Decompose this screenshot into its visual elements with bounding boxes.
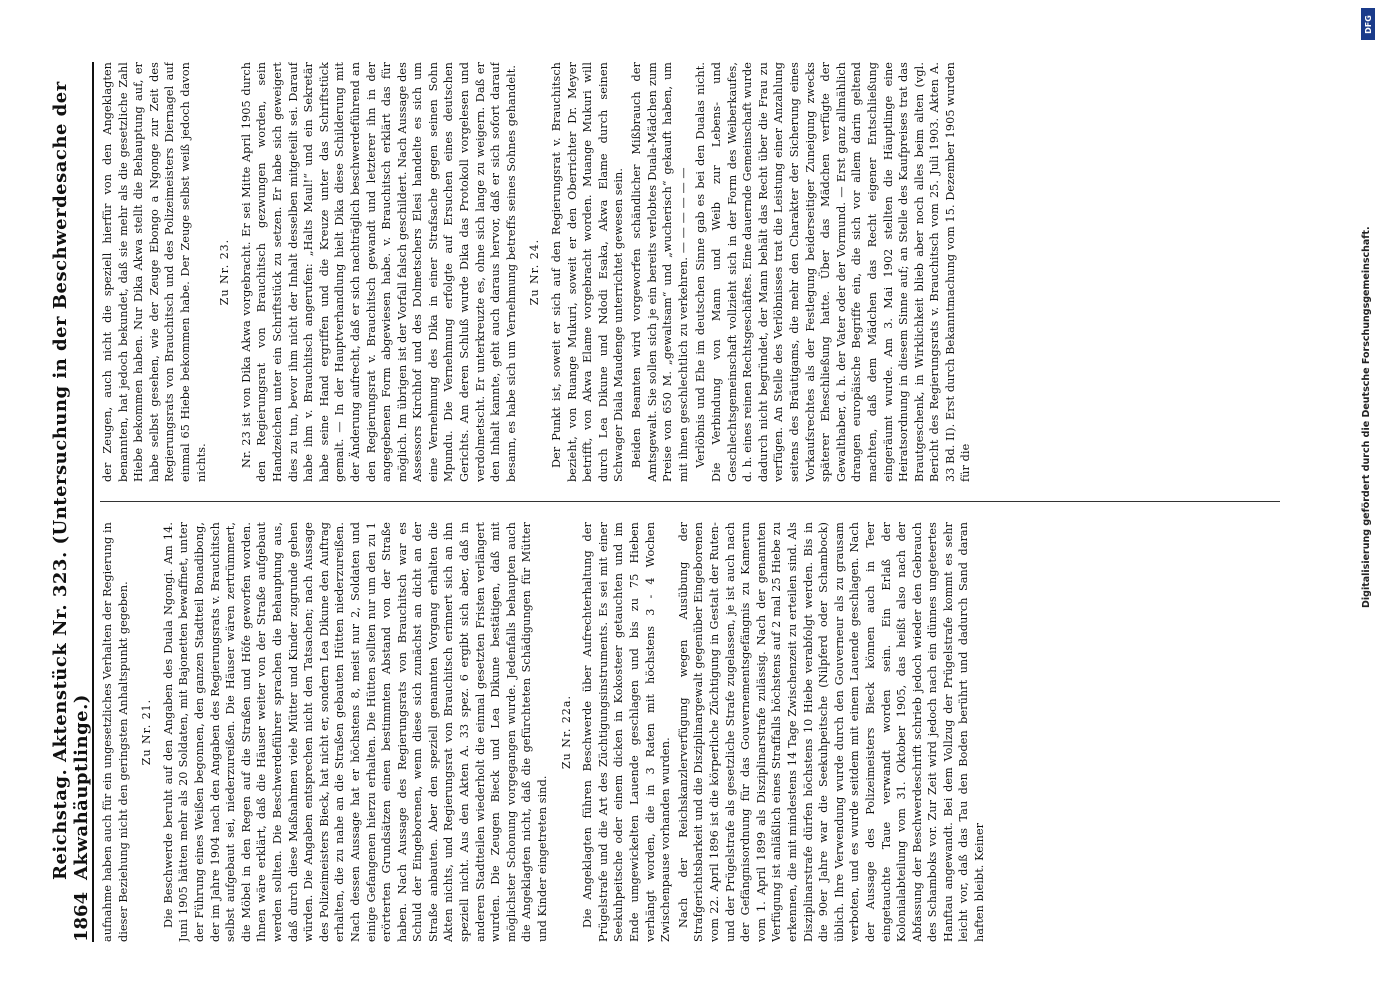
paragraph: Nr. 23 ist von Dika Akwa vorgebracht. Er sei Mitte April 1905 durch den Regierungsrat von Brauchitsch gezwungen worden, sein Handzeichen unter ein Schriftstück zu setzen. Er habe sich geweigert dies zu tun, bevor ihm nicht der Inhalt desselben mitgeteilt sei. Darauf habe ihm v. Brauchitsch angerufen: „Halts Maul!“ und ein Sekretär habe seine Hand ergriffen und die Kreuze unter das Schriftstück gemalt. — In der Hauptverhandlung hielt Dika diese Schilderung mit der Änderung aufrecht, daß er sich nachträglich beschwerdeführend an den Regierungsrat v. Brauchitsch gewandt und letzterer ihn in der angegebenen Form abgewiesen habe. v. Brauchitsch erklärt das für möglich. Im übrigen ist der Vorfall falsch geschildert. Nach Aussage des Assessors Kirchhof und des Dolmetschers Elesi handelte es sich um eine Vernehmung des Dika in einer Strafsache gegen seinen Sohn Mpundu. Die Vernehmung erfolgte auf Ersuchen eines deutschen Gerichts. Am deren Schluß wurde Dika das Protokoll vorgelesen und verdolmetscht. Er unterkreuzte es, ohne sich lange zu weigern. Daß er den Inhalt kannte, geht auch daraus hervor, daß er sich sofort darauf besann, es habe sich um Vernehmung betreffs seines Sohnes gehandelt.: [239, 62, 518, 482]
paragraph: der Zeugen, auch nicht die speziell hierfür von den Angeklagten benannten, hat jedoch bekundet, daß sie mehr als die gesetzliche Zahl Hiebe bekommen haben. Nur Dika Akwa stellt die Behauptung auf, er habe selbst gesehen, wie der Zeuge Ebongo a Ngonge zur Zeit des Regierungsrats von Brauchitsch und des Polizeimeisters Diernagel auf einmal 65 Hiebe bekommen habe. Der Zeuge selbst weiß jedoch davon nichts.: [101, 62, 208, 482]
funding-credit-text: Digitalisierung gefördert durch die Deutsche Forschungsgemeinschaft.: [1361, 226, 1372, 608]
column-divider: [100, 501, 1280, 502]
section-heading: Zu Nr. 21.: [140, 698, 154, 766]
section-heading: Zu Nr. 23.: [218, 238, 232, 306]
page-number: 1864: [71, 891, 92, 942]
dfg-logo-text: DFG: [1363, 14, 1373, 34]
paragraph: Beiden Beamten wird vorgeworfen schändlicher Mißbrauch der Amtsgewalt. Sie sollen sich je ein bereits verlobtes Duala-Mädchen zum Preise von 650 M. „gewaltsam“ und „wucherisch“ gekauft haben, um mit ihnen geschlechtlich zu verkehren. — — — — — —: [630, 62, 690, 482]
section-heading: Zu Nr. 22a.: [559, 695, 573, 769]
scanned-page: [50, 62, 1360, 962]
paragraph: Nach der Reichskanzlerverfügung wegen Ausübung der Strafgerichtsbarkeit und die Disziplinargewalt gegenüber Eingeborenen vom 22. April 1896 ist die körperliche Züchtigung in Gestalt der Ruten- und der Prügelstrafe als gesetzliche Strafe zugelassen, je ist auch nach der Gefängnisordnung für das Gouvernementsgefängnis zu Kamerun vom 1. April 1899 als Disziplinarstrafe zulässig. Nach der genannten Verfügung ist anläßlich eines Straffalls höchstens auf 2 mal 25 Hiebe zu erkennen, die mit mindestens 14 Tage Zwischenzeit zu erteilen sind. Als Disziplinarstrafe dürfen höchstens 10 Hiebe verabfolgt werden. Bis in die 90er Jahre war die Seekuhpeitsche (Nilpferd oder Schambock) üblich. Ihre Verwendung wurde durch den Gouverneur als zu grausam verboten, und es wurde seitdem mit einem Lauende geschlagen. Nach der Aussage des Polizeimeisters Bieck können auch in Teer eingetauchte Taue verwandt worden sein. Ein Erlaß der Kolonialabteilung vom 31. Oktober 1905, das heißt also nach der Abfassung der Beschwerdeschrift schrieb jedoch wieder den Gebrauch des Schamboks vor. Zur Zeit wird jedoch nach ein dünnes ungeteertes Hanftau angewandt. Bei dem Vollzug der Prügelstrafe kommt es sehr leicht vor, daß das Tau den Boden berührt und dadurch Sand daran haften bleibt. Keiner: [676, 522, 987, 942]
left-column: [100, 522, 1280, 942]
funding-credit: [1361, 48, 1375, 608]
page-header: [50, 62, 94, 942]
page-title: Reichstag. Aktenstück Nr. 323. (Untersuchung in der Beschwerdesache der Akwahäuptlinge.): [50, 81, 92, 880]
right-column: [100, 62, 1280, 482]
paragraph: aufnahme haben auch für ein ungesetzliches Verhalten der Regierung in dieser Beziehung nicht den geringsten Anhaltspunkt gegeben.: [101, 522, 130, 942]
paragraph: Die Angeklagten führen Beschwerde über Aufrechterhaltung der Prügelstrafe und die Art des Züchtigungsinstruments. Es sei mit einer Seekuhpeitsche oder einem dicken in Kokosteer getauchten und im Ende umgewickelten Lauende geschlagen und bis zu 75 Hieben verhängt worden, die in 3 Raten mit höchstens 3 - 4 Wochen Zwischenpause vorhanden wurden.: [581, 522, 673, 942]
text-columns: [100, 62, 1280, 942]
paragraph: Die Beschwerde beruht auf den Angaben des Duala Ngongi. Am 14. Juni 1905 hätten mehr als 20 Soldaten, mit Bajonetten bewaffnet, unter der Führung eines Weißen begonnen, den ganzen Stadtteil Bonadibong, der im Jahre 1904 nach den Angaben des Regierungsrats v. Brauchitsch selbst aufgebaut sei, niederzureißen. Die Häuser wären zertrümmert, die Möbel in den Regen auf die Straßen und Höfe geworfen worden. Ihnen wäre erklärt, daß die Häuser weiter von der Straße aufgebaut werden sollten. Die Beschwerdeführer sprachen die Behauptung aus, daß durch diese Maßnahmen viele Mütter und Kinder zugrunde gehen würden. Die Angaben entsprechen nicht den Tatsachen; nach Aussage des Polizeimeisters Bieck, hat nicht er, sondern Lea Dikune den Auftrag erhalten, die zu nahe an die Straßen gebauten Hütten niederzureißen. Nach dessen Aussage hat er höchstens 8, meist nur 2, Soldaten und einige Gefangenen hierzu erhalten. Die Hütten sollten nur um den zu 1 erörterten Grundsätzen einen bestimmten Abstand von der Straße haben. Nach Aussage des Regierungsrats von Brauchitsch war es Schuld der Eingeborenen, wenn diese sich zunächst an dicht an der Straße anbauten. Aber den speziell genannten Vorgang erhalten die Akten nichts, und Regierungsrat von Brauchitsch erinnert sich an ihn speziell nicht. Aus den Akten A. 33 spez. 6 ergibt sich aber, daß in anderen Stadtteilen wiederholt die einmal gesetzten Fristen verlängert wurden. Die Zeugen Bieck und Lea Dikune bestätigen, daß mit möglichster Schonung vorgegangen wurde. Jedenfalls behaupten auch die Angeklagten nicht, daß die gefürchteten Schädigungen für Mütter und Kinder eingetreten sind.: [161, 522, 550, 942]
dfg-logo: [1361, 8, 1375, 40]
section-heading: Zu Nr. 24.: [528, 238, 542, 306]
rotated-page-content: [50, 62, 1290, 942]
paragraph: Verlöbnis und Ehe im deutschen Sinne gab es bei den Dualas nicht. Die Verbindung von Mann und Weib zur Lebens- und Geschlechtsgemeinschaft vollzieht sich in der Form des Weiberkaufes, d. h. eines reinen Rechtsgeschäftes. Eine dauernde Gemeinschaft wurde dadurch nicht begründet, der Mann behält das Recht über die Frau zu verfügen. An Stelle des Verlöbnisses trat die Leistung einer Anzahlung seitens des Bräutigams, die mehr den Charakter der Sicherung eines Vorkaufsrechtes als der Festlegung beiderseitiger Zuneigung zwecks späterer Eheschließung hatte. Über das Mädchen verfügte der Gewalthaber, d. h. der Vater oder der Vormund. — Erst ganz allmählich drangen europäische Begriffe ein, die sich vor allem darin geltend machten, daß dem Mädchen das Recht eigener Entschließung eingeräumt wurde. Am 3. Mai 1902 stellten die Häuptlinge eine Heiratsordnung in diesem Sinne auf; an Stelle des Kaufpreises trat das Brautgeschenk, in Wirklichkeit blieb aber noch alles beim alten (vgl. Bericht des Regierungsrats v. Brauchitsch vom 25. Juli 1903. Akten A. 33 Bd. II). Erst durch Bekanntmachung vom 15. Dezember 1905 wurden für die: [694, 62, 973, 482]
page-inner: [50, 62, 1290, 942]
dfg-footer: [1359, 0, 1379, 1000]
paragraph: Der Punkt ist, soweit er sich auf den Regierungsrat v. Brauchitsch bezieht, von Ruange Mukuri, soweit er den Oberrichter Dr. Meyer betrifft, von Akwa Elame vorgebracht worden. Muange Mukuri will durch Lea Dikune und Ndodi Esaka, Akwa Elame durch seinen Schwager Diala Maudenge unterrichtet gewesen sein.: [550, 62, 626, 482]
